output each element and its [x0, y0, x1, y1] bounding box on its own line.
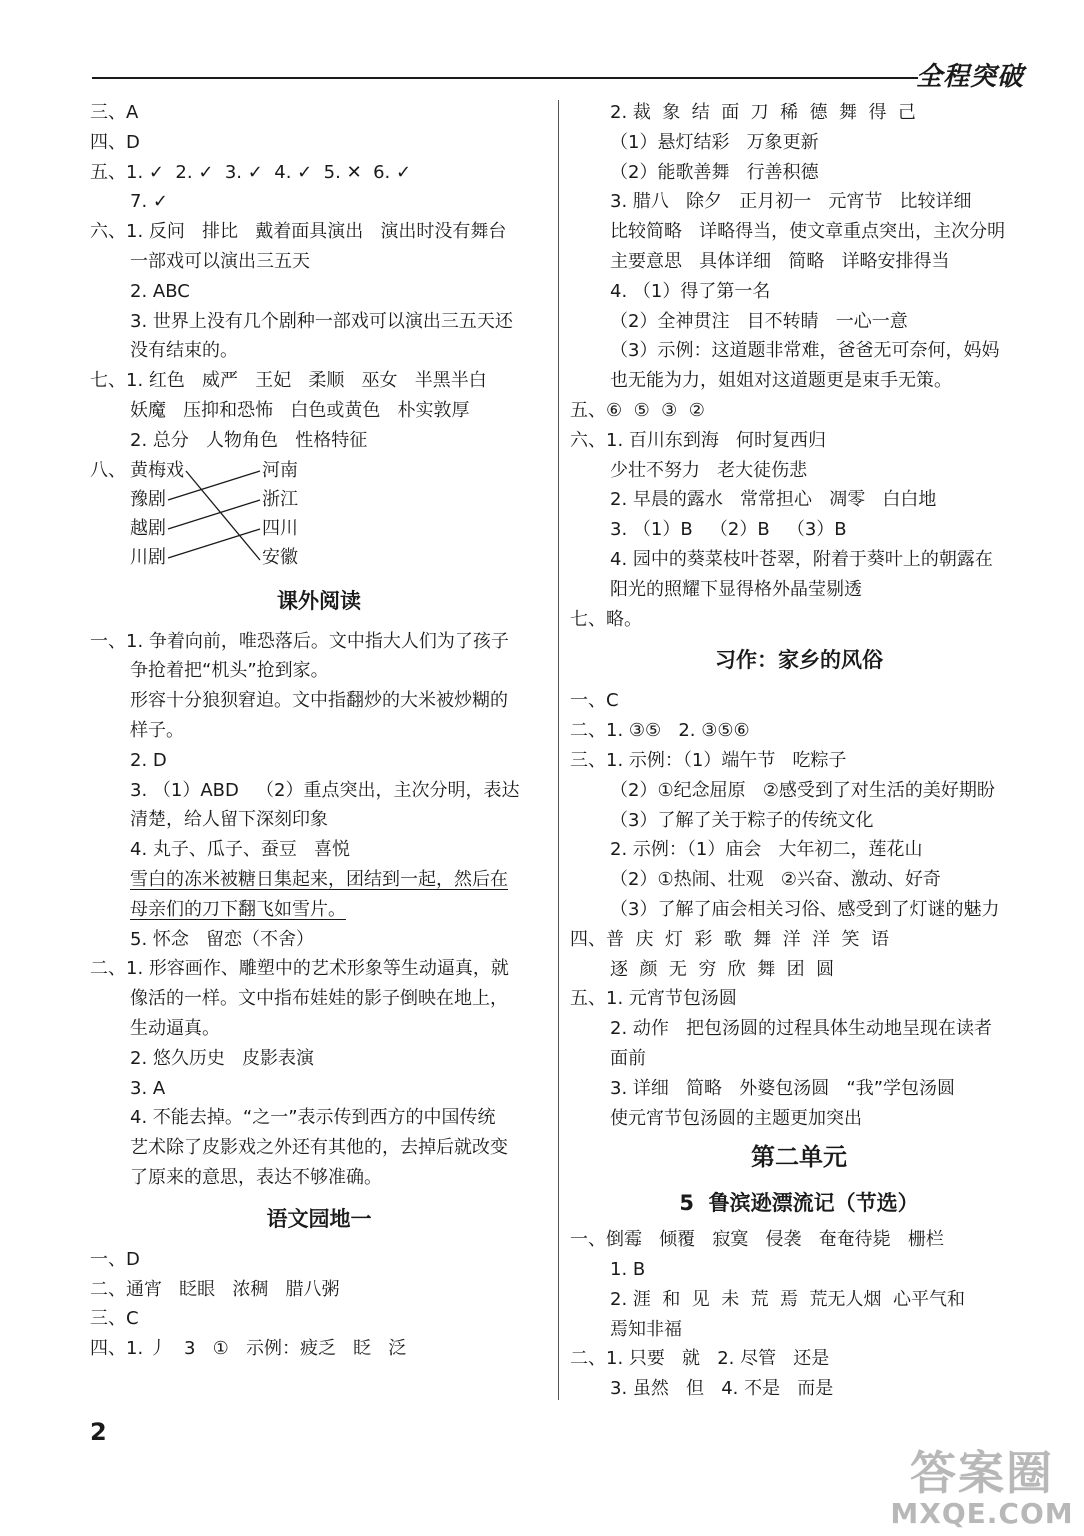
answer-line: 二、通宵 眨眼 浓稠 腊八粥 — [90, 1278, 340, 1300]
match-prefix: 八、 — [90, 459, 126, 481]
left-answers-c — [90, 1245, 548, 1364]
answer-line: 艺术除了皮影戏之外还有其他的，去掉后就改变 — [130, 1137, 508, 1159]
answer-line: （2）①纪念屈原 ②感受到了对生活的美好期盼 — [610, 779, 995, 801]
right-column — [570, 98, 1028, 1404]
answer-line: 面前 — [610, 1047, 646, 1069]
province-item: 浙江 — [262, 488, 298, 510]
answer-line: 清楚，给人留下深刻印象 — [130, 809, 328, 831]
answer-line: 3. 世界上没有几个剧种一部戏可以演出三五天还 — [130, 310, 513, 332]
opera-item: 豫剧 — [130, 488, 166, 510]
column-divider — [558, 100, 559, 1400]
answer-line: 五、1. ✓ 2. ✓ 3. ✓ 4. ✓ 5. ✕ 6. ✓ — [90, 161, 412, 183]
answer-line: 7. ✓ — [130, 191, 168, 213]
answer-line: 四、D — [90, 131, 140, 153]
answer-line: 生动逼真。 — [130, 1017, 220, 1039]
answer-line: （3）了解了关于粽子的传统文化 — [610, 809, 874, 831]
answer-line: 2. 裁 象 结 面 刀 稀 德 舞 得 己 — [610, 102, 916, 123]
answer-line: 主要意思 具体详细 简略 详略安排得当 — [610, 250, 950, 272]
answer-line: 4. 不能去掉。“之一”表示传到西方的中国传统 — [130, 1107, 496, 1129]
right-answers-c — [570, 1225, 1028, 1404]
answer-line: （3）了解了庙会相关习俗、感受到了灯谜的魅力 — [610, 898, 1000, 920]
answer-line: 五、1. 元宵节包汤圆 — [570, 988, 737, 1010]
watermark-text: 答案圈 — [910, 1446, 1054, 1500]
answer-line: 4. 丸子、瓜子、蚕豆 喜悦 — [130, 839, 351, 861]
match-line — [186, 471, 260, 560]
answer-line: 二、1. 形容画作、雕塑中的艺术形象等生动逼真，就 — [90, 958, 509, 980]
heading-extracurricular-reading: 课外阅读 — [277, 588, 361, 613]
answer-line: 3. 腊八 除夕 正月初一 元宵节 比较详细 — [610, 191, 972, 213]
answer-line: 一、C — [570, 690, 619, 712]
answer-line: 没有结束的。 — [130, 340, 238, 362]
left-answers-a — [90, 98, 548, 456]
answer-line: 像活的一样。文中指布娃娃的影子倒映在地上， — [130, 988, 508, 1010]
answer-line: 比较简略 详略得当，使文章重点突出，主次分明 — [610, 221, 1006, 243]
answer-line: 一部戏可以演出三五天 — [130, 250, 310, 272]
match-line — [168, 471, 260, 500]
heading-writing: 习作：家乡的风俗 — [715, 648, 883, 673]
answer-line: 阳光的照耀下显得格外晶莹剔透 — [610, 578, 862, 600]
left-answers-b — [90, 627, 548, 1193]
answer-line: 2. 示例：（1）庙会 大年初二，莲花山 — [610, 839, 923, 861]
answer-line: 了原来的意思，表达不够准确。 — [130, 1166, 382, 1188]
heading-chinese-garden: 语文园地一 — [266, 1206, 372, 1231]
opera-item: 川剧 — [130, 546, 166, 568]
answer-line: 四、1. 丿 3 ① 示例：疲乏 眨 泛 — [90, 1338, 407, 1360]
answer-line: 2. 早晨的露水 常常担心 凋零 白白地 — [610, 489, 937, 511]
answer-line: 一、1. 争着向前，唯恐落后。文中指大人们为了孩子 — [90, 630, 509, 652]
watermark-logo — [886, 1448, 1078, 1530]
answer-line: 雪白的冻米被糖日集起来，团结到一起，然后在 — [130, 868, 508, 890]
answer-line: （3）示例：这道题非常难，爸爸无可奈何，妈妈 — [610, 340, 1000, 362]
answer-line: 3. （1）ABD （2）重点突出，主次分明，表达 — [130, 779, 520, 801]
answer-line: 3. 详细 简略 外婆包汤圆 “我”学包汤圆 — [610, 1077, 956, 1099]
answer-line: 少壮不努力 老大徒伤悲 — [610, 459, 808, 481]
answer-line: 四、普 庆 灯 彩 歌 舞 洋 洋 笑 语 — [570, 928, 889, 950]
answer-line: 2. 涯 和 见 未 荒 焉 荒无人烟 心平气和 — [610, 1288, 965, 1310]
answer-line: 妖魔 压抑和恐怖 白色或黄色 朴实敦厚 — [130, 399, 470, 421]
answer-line: 三、A — [90, 102, 139, 123]
answer-line: （2）全神贯注 目不转睛 一心一意 — [610, 310, 908, 332]
brand-title: 全程突破 — [916, 62, 1025, 92]
answer-line: 三、C — [90, 1308, 139, 1330]
answer-line: 逐 颜 无 穷 欣 舞 团 圆 — [610, 958, 835, 980]
answer-line: 4. 园中的葵菜枝叶苍翠，附着于葵叶上的朝露在 — [610, 548, 993, 570]
answer-line: 2. ABC — [130, 280, 190, 302]
heading-unit-two: 第二单元 — [751, 1143, 847, 1172]
answer-line: 三、1. 示例：（1）端午节 吃粽子 — [570, 749, 847, 771]
heading-lesson-5: 5 鲁滨逊漂流记（节选） — [679, 1191, 919, 1216]
header-rule — [92, 77, 918, 79]
answer-line: 七、略。 — [570, 608, 642, 630]
answer-line: 5. 怀念 留恋（不舍） — [130, 928, 315, 950]
answer-line: 2. 悠久历史 皮影表演 — [130, 1047, 315, 1069]
province-item: 安徽 — [262, 546, 298, 568]
answer-line: 六、1. 百川东到海 何时复西归 — [570, 429, 827, 451]
answer-line: 争抢着把“机头”抢到家。 — [130, 660, 329, 682]
answer-line: 形容十分狼狈窘迫。文中指翻炒的大米被炒糊的 — [130, 690, 508, 712]
right-answers-b — [570, 686, 1028, 1133]
opera-matching — [90, 456, 548, 575]
answer-line: （2）能歌善舞 行善积德 — [610, 161, 819, 183]
answer-line: 六、1. 反问 排比 戴着面具演出 演出时没有舞台 — [90, 221, 507, 243]
left-column — [90, 98, 548, 1364]
answer-line: 样子。 — [130, 719, 184, 741]
right-answers-a — [570, 98, 1028, 634]
answer-line: 3. 虽然 但 4. 不是 而是 — [610, 1378, 834, 1400]
answer-line: 七、1. 红色 威严 王妃 柔顺 巫女 半黑半白 — [90, 370, 487, 392]
answer-line: 二、1. 只要 就 2. 尽管 还是 — [570, 1348, 830, 1370]
answer-line: 使元宵节包汤圆的主题更加突出 — [610, 1107, 862, 1129]
answer-line: （1）悬灯结彩 万象更新 — [610, 131, 819, 153]
answer-line: 焉知非福 — [610, 1318, 682, 1340]
answer-line: 二、1. ③⑤ 2. ③⑤⑥ — [570, 720, 750, 742]
answer-line: 母亲们的刀下翻飞如雪片。 — [130, 898, 346, 920]
opera-item: 越剧 — [130, 517, 166, 539]
opera-item: 黄梅戏 — [130, 459, 184, 481]
watermark-url: MXQE.COM — [890, 1497, 1074, 1530]
answer-line: 1. B — [610, 1259, 646, 1281]
province-item: 河南 — [262, 459, 298, 481]
answer-line: 2. 总分 人物角色 性格特征 — [130, 429, 368, 451]
province-item: 四川 — [262, 517, 298, 539]
answer-line: 4. （1）得了第一名 — [610, 280, 771, 302]
answer-line: 3. A — [130, 1077, 166, 1099]
matching-lines — [90, 456, 330, 575]
answer-line: 一、D — [90, 1248, 140, 1270]
answer-line: 五、⑥ ⑤ ③ ② — [570, 399, 705, 421]
answer-line: 2. D — [130, 749, 167, 771]
answer-line: 3. （1）B （2）B （3）B — [610, 519, 847, 541]
answer-line: 2. 动作 把包汤圆的过程具体生动地呈现在读者 — [610, 1018, 993, 1040]
page-number: 2 — [90, 1418, 107, 1446]
answer-line: 也无能为力，姐姐对这道题更是束手无策。 — [610, 370, 952, 392]
answer-line: （2）①热闹、壮观 ②兴奋、激动、好奇 — [610, 869, 941, 891]
answer-line: 一、倒霉 倾覆 寂寞 侵袭 奄奄待毙 栅栏 — [570, 1229, 944, 1251]
